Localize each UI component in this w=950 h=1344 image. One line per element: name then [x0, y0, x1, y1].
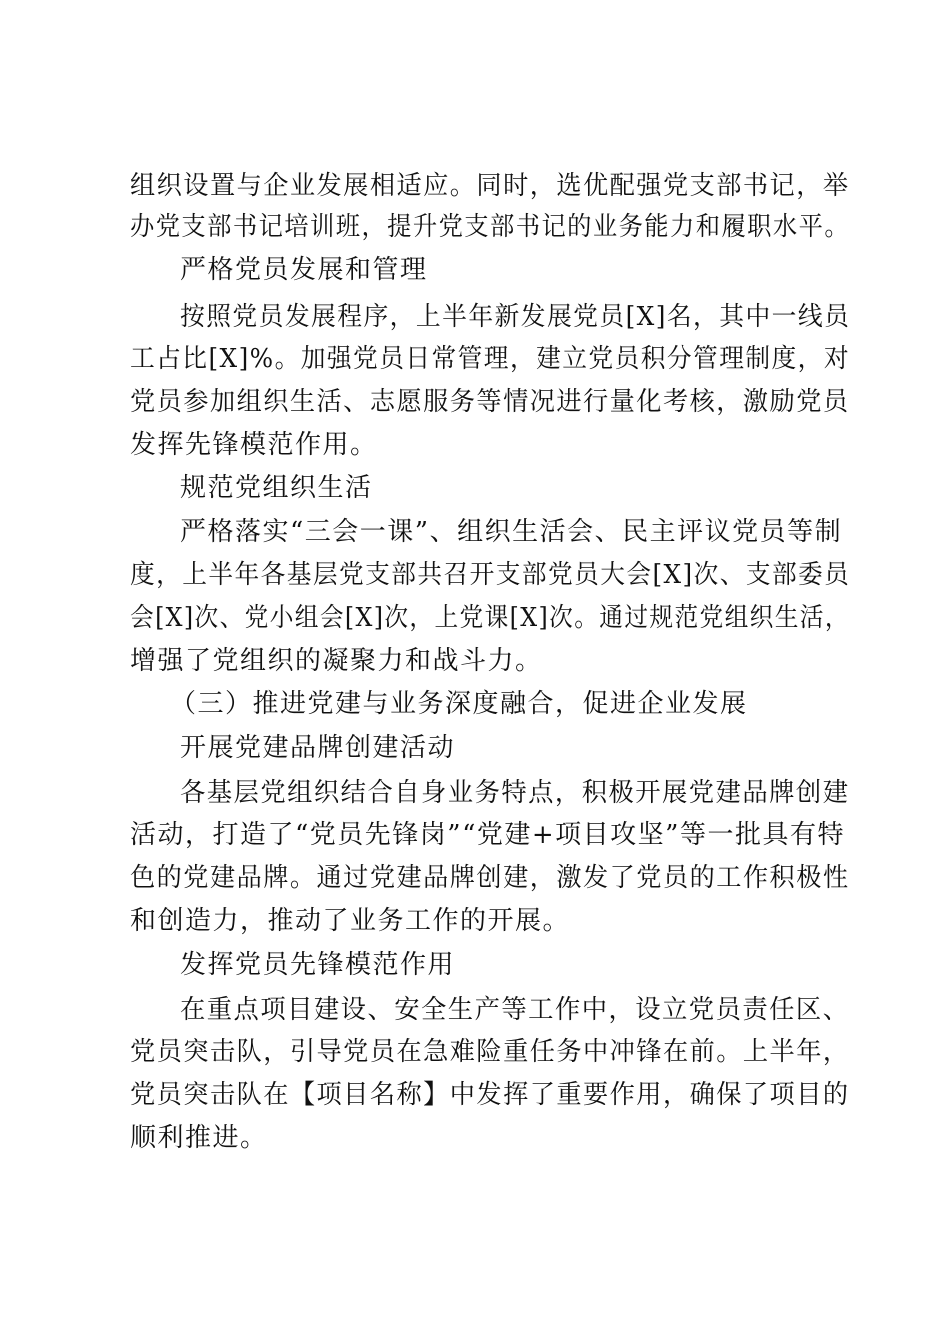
body-text-line: 和创造力，推动了业务工作的开展。: [130, 906, 571, 936]
body-text-line: 发挥先锋模范作用。: [130, 430, 378, 460]
subheading: 严格党员发展和管理: [180, 255, 428, 285]
body-text-line: 会[X]次、党小组会[X]次，上党课[X]次。通过规范党组织生活，: [130, 603, 850, 633]
subheading: 发挥党员先锋模范作用: [180, 950, 456, 980]
body-text-line: 党员突击队在【项目名称】中发挥了重要作用，确保了项目的: [130, 1080, 850, 1110]
section-heading: （三）推进党建与业务深度融合，促进企业发展: [170, 689, 748, 719]
body-text-line: 办党支部书记培训班，提升党支部书记的业务能力和履职水平。: [130, 212, 851, 242]
body-text-line: 活动，打造了“党员先锋岗”“党建+项目攻坚”等一批具有特: [130, 820, 845, 850]
body-text-line: 党员参加组织生活、志愿服务等情况进行量化考核，激励党员: [130, 387, 850, 417]
body-text-line: 组织设置与企业发展相适应。同时，选优配强党支部书记，举: [130, 171, 850, 201]
body-text-line: 党员突击队，引导党员在急难险重任务中冲锋在前。上半年，: [130, 1037, 850, 1067]
body-text-line: 顺利推进。: [130, 1123, 268, 1153]
body-text-line: 工占比[X]%。加强党员日常管理，建立党员积分管理制度，对: [130, 344, 850, 374]
body-text-line: 在重点项目建设、安全生产等工作中，设立党员责任区、: [180, 995, 850, 1025]
subheading: 规范党组织生活: [180, 473, 373, 503]
body-text-line: 按照党员发展程序，上半年新发展党员[X]名，其中一线员: [180, 302, 851, 332]
body-text-line: 度，上半年各基层党支部共召开支部党员大会[X]次、支部委员: [130, 560, 851, 590]
body-text-line: 色的党建品牌。通过党建品牌创建，激发了党员的工作积极性: [130, 863, 850, 893]
subheading: 开展党建品牌创建活动: [180, 733, 456, 763]
body-text-line: 增强了党组织的凝聚力和战斗力。: [130, 646, 543, 676]
body-text-line: 严格落实“三会一课”、组织生活会、民主评议党员等制: [180, 517, 843, 547]
body-text-line: 各基层党组织结合自身业务特点，积极开展党建品牌创建: [180, 778, 850, 808]
